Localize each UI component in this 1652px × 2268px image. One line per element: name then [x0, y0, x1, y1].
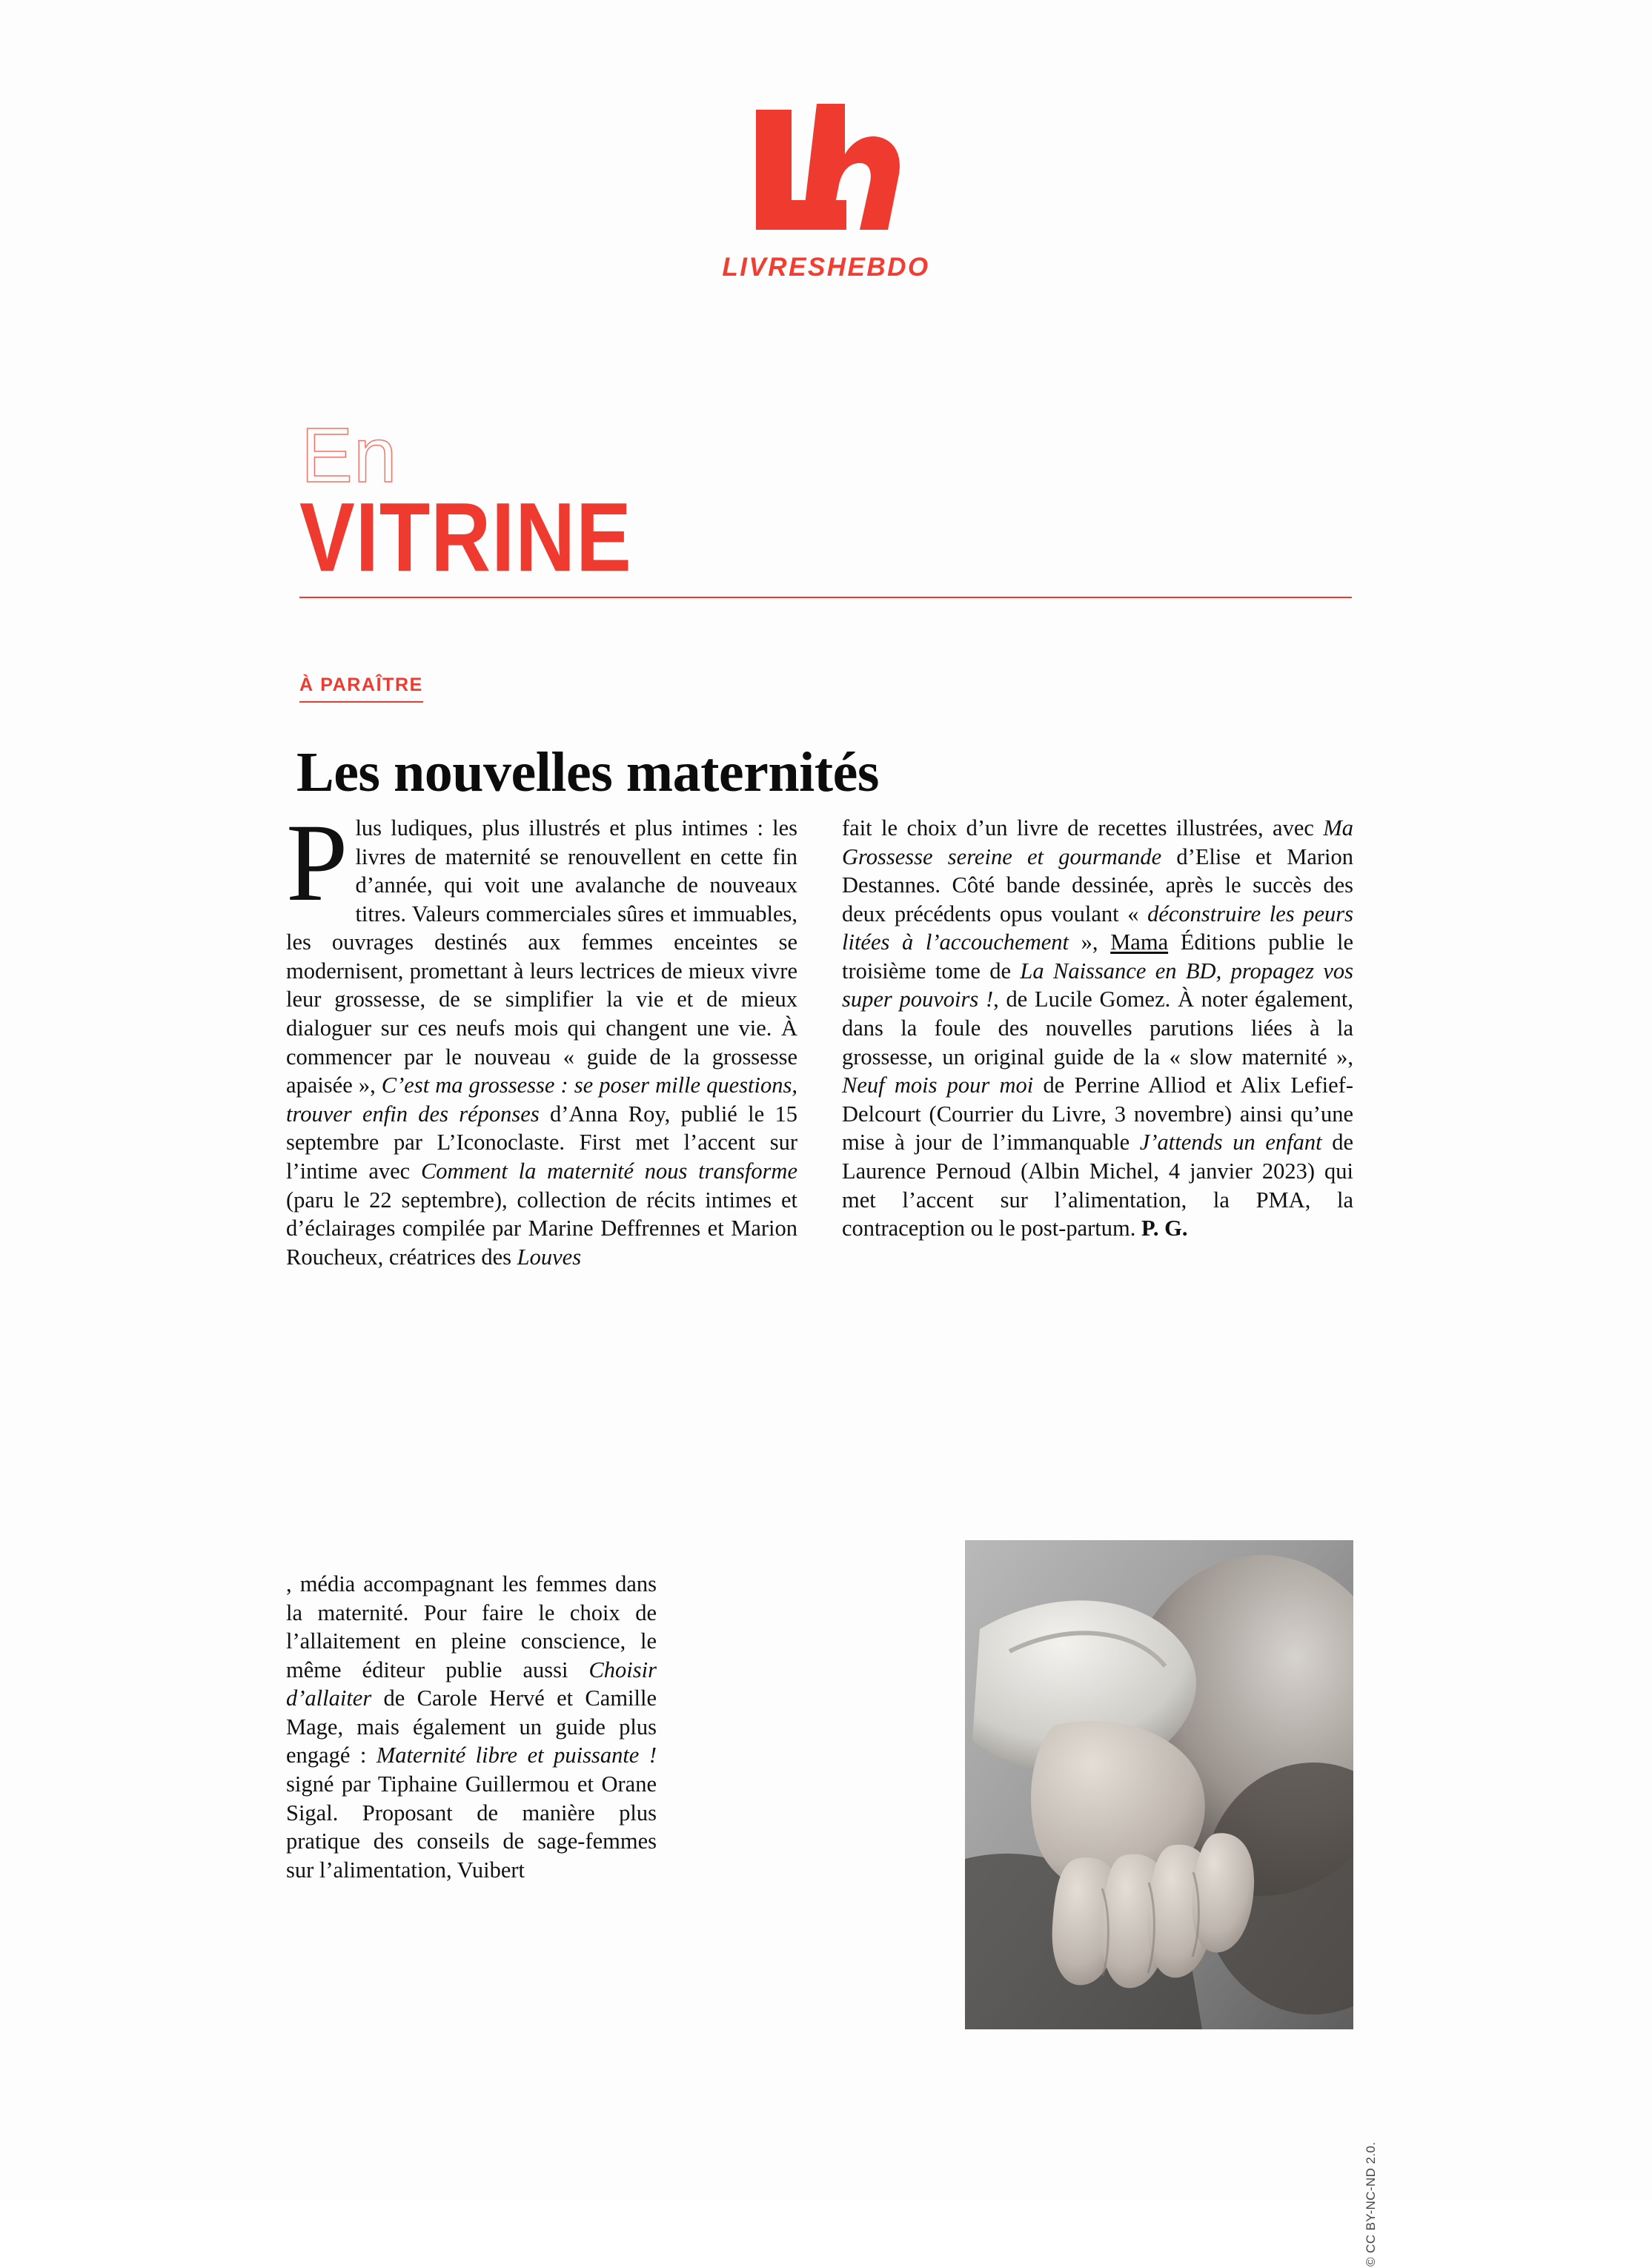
left-italic-1: C’est ma grossesse : se poser mille questions, trouver enfin des réponses [286, 1072, 798, 1127]
right-italic-3: La Naissance en BD, propagez vos super pouvoirs ! [842, 958, 1353, 1012]
left-text-3: (paru le 22 septembre), collection de récits intimes et d’éclairages compilée par Marine Deffrennes et Marion Roucheux, créatrices des [286, 1187, 797, 1270]
left-text-1: lus ludiques, plus illustrés et plus intimes : les livres de maternité se renouvellent en cette fin d’année, qui voit une avalanche de nouveaux titres. Valeurs commerciales sûres et immuables, les ouvrages destinés aux femmes enceintes se modernisent, promettant à leurs lectrices de mieux vivre leur grossesse, de se simplifier la vie et de mieux dialoguer sur ces neufs mois qui changent une vie. À commencer par le nouveau « guide de la grossesse apaisée », [286, 815, 797, 1098]
left-italic-5: Maternité libre et puissante ! [376, 1743, 657, 1768]
article-kicker: À PARAÎTRE [299, 674, 423, 703]
left-italic-4: Choisir d’allaiter [286, 1657, 657, 1711]
right-text-7: de Laurence Pernoud (Albin Michel, 4 janvier 2023) qui met l’accent sur l’alimentation, la PMA, la contraception ou le post-partum. [842, 1130, 1353, 1241]
left-text-4: , média accompagnant les femmes dans la maternité. Pour faire le choix de l’allaitement en pleine conscience, le même éditeur publie aussi [286, 1571, 657, 1682]
right-text-1: fait le choix d’un livre de recettes illustrées, avec [842, 815, 1324, 840]
column-left-lower [286, 1570, 657, 1884]
left-italic-3: Louves [517, 1244, 582, 1270]
article-photo-wrapper [965, 1540, 1378, 2267]
section-heading [299, 412, 1352, 598]
right-underlined-1: Mama [1110, 929, 1169, 955]
author-signature: P. G. [1141, 1216, 1188, 1241]
left-text-6: signé par Tiphaine Guillermou et Orane Sigal. Proposant de manière plus pratique des conseils de sage-femmes sur l’alimentation, Vuibert [286, 1771, 657, 1883]
right-paragraph [842, 814, 1353, 1243]
masthead [0, 96, 1652, 282]
drop-cap: P [286, 801, 348, 924]
column-right [842, 814, 1353, 1243]
logo-wordmark: LIVRESHEBDO [722, 253, 930, 282]
photo-credit: © CC BY-NC-ND 2.0. [1364, 2141, 1378, 2267]
section-divider [299, 597, 1352, 598]
right-text-2: d’Elise et Marion Destannes. Côté bande dessinée, après le succès des deux précédents opus voulant « [842, 843, 1353, 926]
right-italic-1: Ma Grossesse sereine et gourmande [842, 815, 1353, 869]
section-title: VITRINE [299, 483, 632, 592]
right-italic-2: déconstruire les peurs litées à l’accouchement [842, 901, 1353, 955]
page-title: Les nouvelles maternités [296, 740, 879, 803]
right-italic-4: Neuf mois pour moi [842, 1072, 1034, 1098]
right-text-3: », [1069, 929, 1111, 955]
column-left-upper [286, 801, 798, 1271]
section-eyebrow: En [301, 412, 398, 499]
right-italic-5: J’attends un enfant [1139, 1130, 1322, 1155]
right-text-4: Éditions publie le troisième tome de [842, 929, 1353, 984]
article-photo [965, 1540, 1353, 2029]
right-text-5: , de Lucile Gomez. À noter également, dans la foule des nouvelles parutions liées à la grossesse, un original guide de la « slow maternité », [842, 987, 1354, 1070]
left-italic-2: Comment la maternité nous transforme [420, 1158, 797, 1184]
right-text-6: de Perrine Alliod et Alix Lefief-Delcourt (Courrier du Livre, 3 novembre) ainsi qu’une mise à jour de l’immanquable [842, 1072, 1353, 1155]
left-text-5: de Carole Hervé et Camille Mage, mais également un guide plus engagé : [286, 1685, 657, 1768]
livreshebdo-logo-icon [734, 96, 919, 245]
left-text-2: d’Anna Roy, publié le 15 septembre par L’Iconoclaste. First met l’accent sur l’intime avec [286, 1101, 797, 1184]
